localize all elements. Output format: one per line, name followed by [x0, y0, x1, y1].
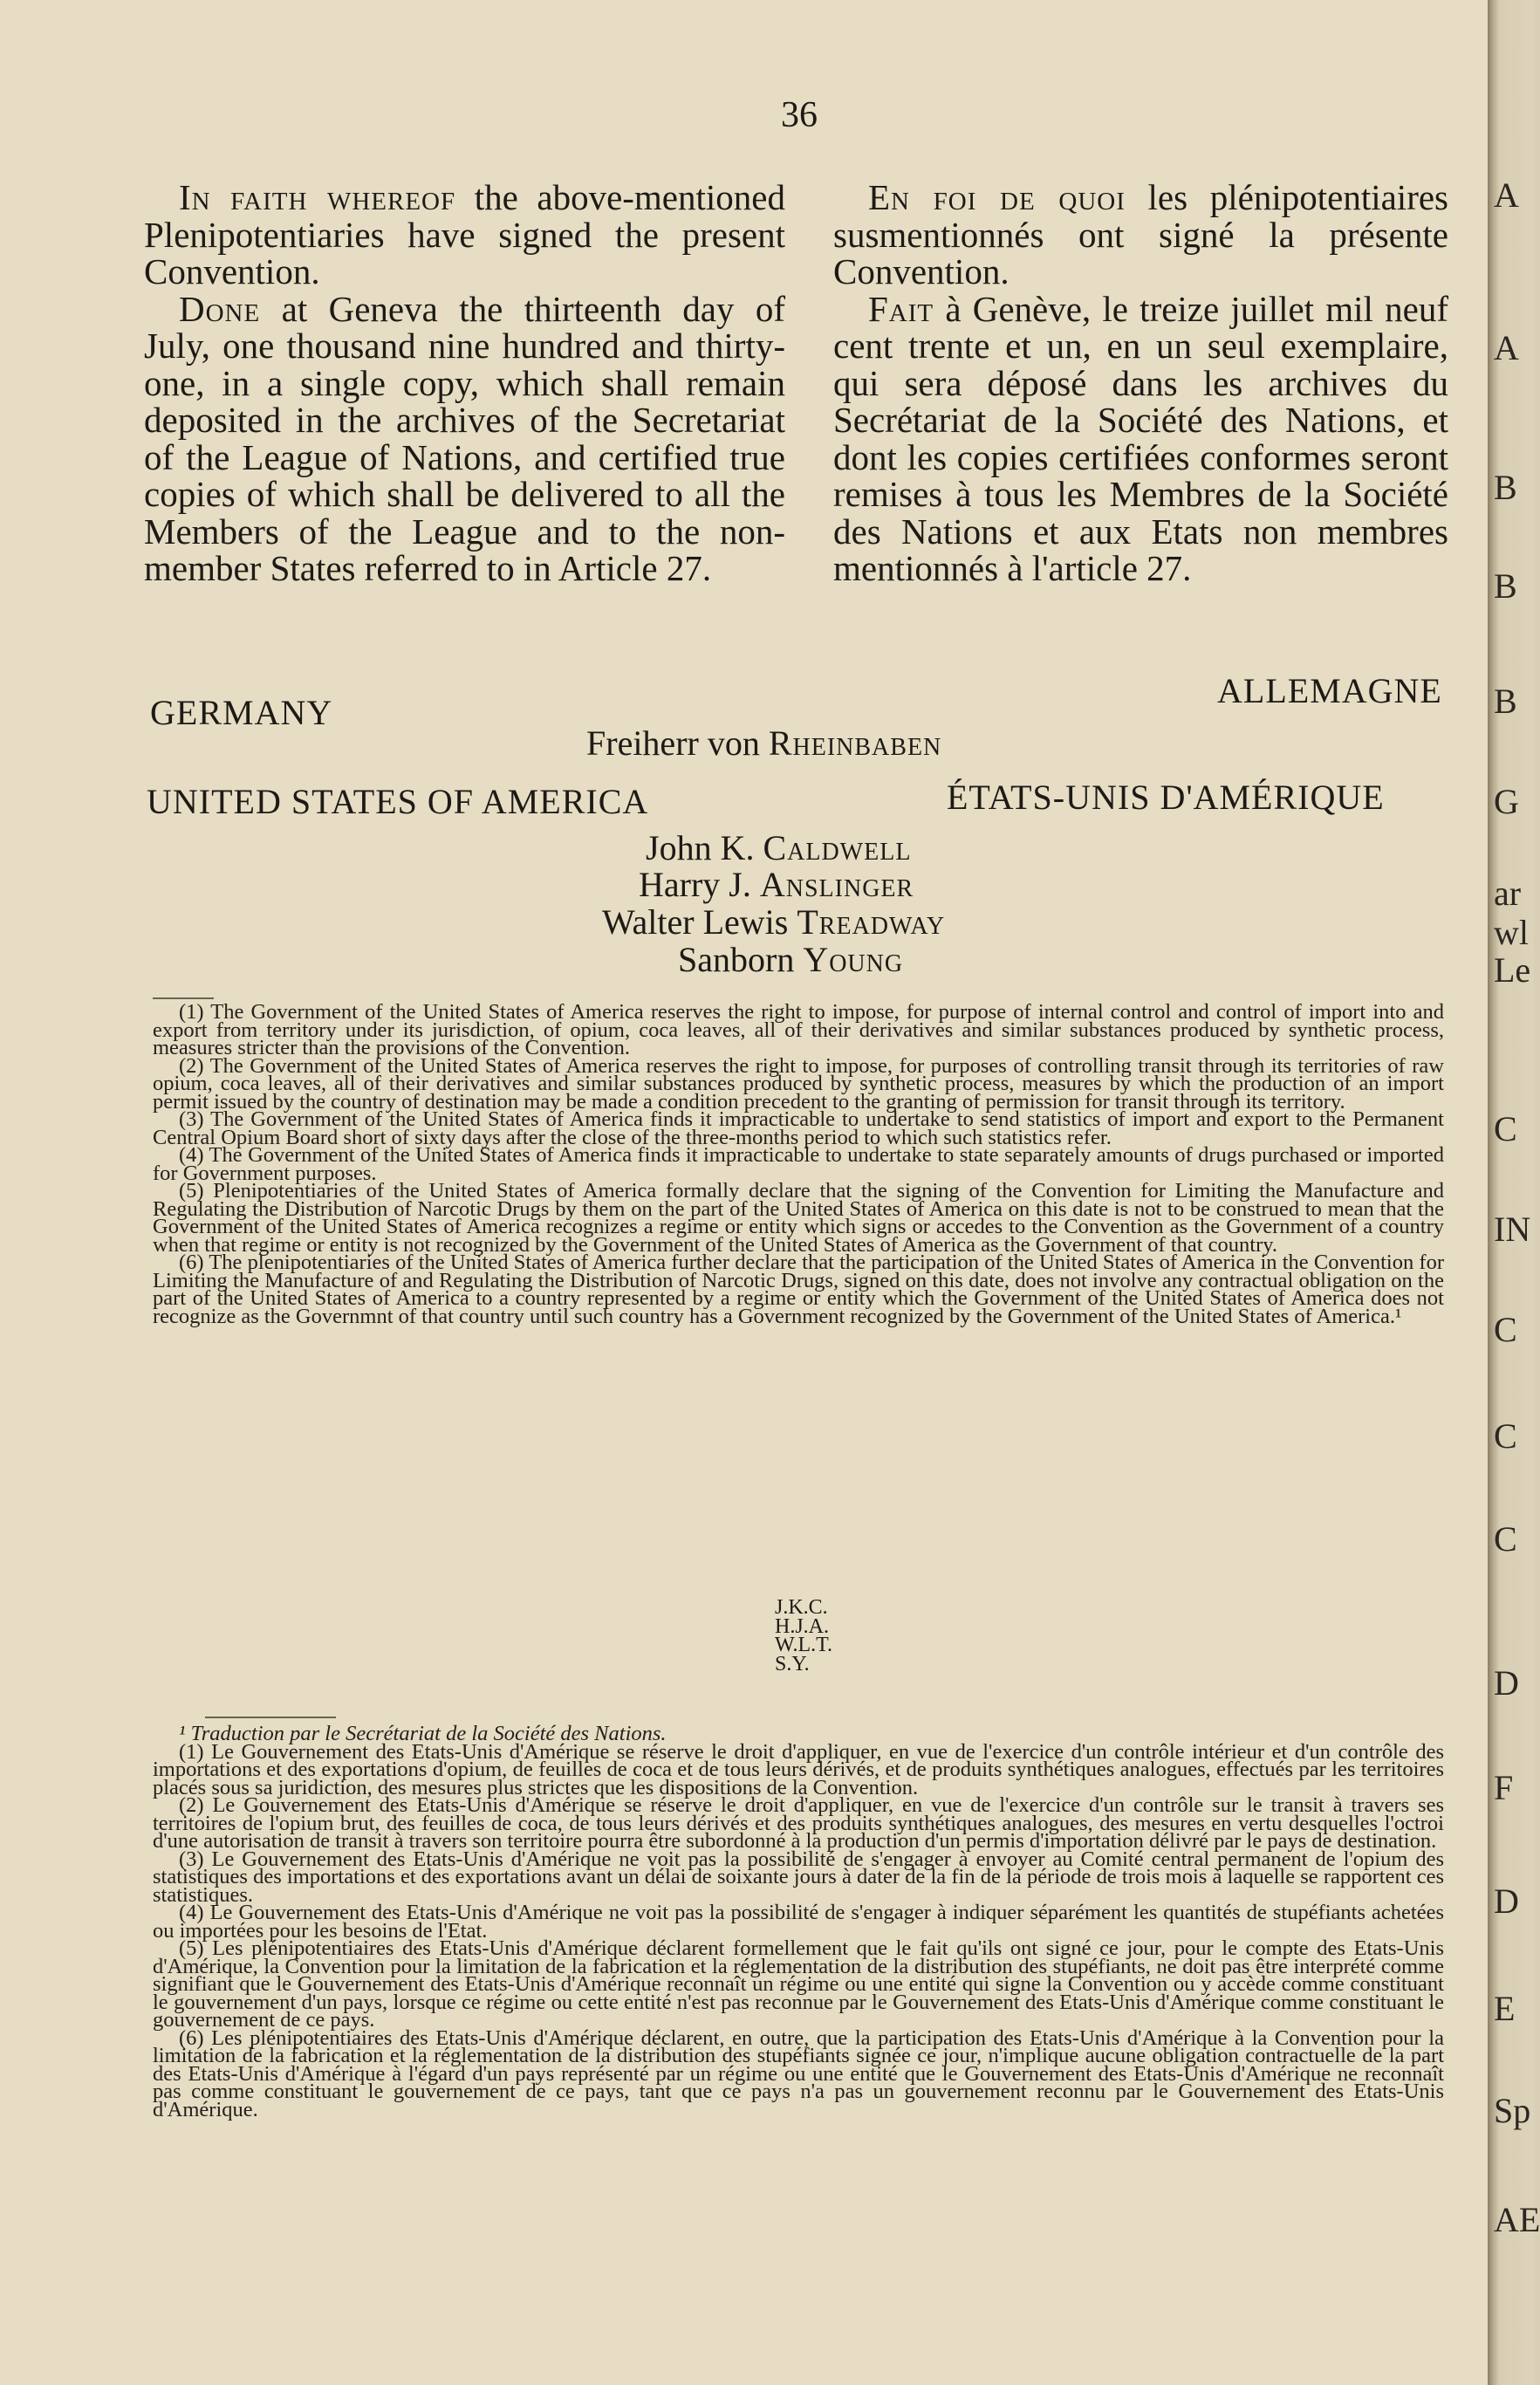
edge-letter: IN: [1494, 1210, 1531, 1249]
us-reservations-english: [153, 1000, 1444, 1328]
country-usa-en: UNITED STATES OF AMERICA: [147, 782, 649, 821]
edge-letter: Sp: [1494, 2091, 1531, 2130]
country-germany-fr: ALLEMAGNE: [1217, 671, 1442, 710]
signer-last-name: Caldwell: [763, 828, 912, 867]
edge-letter: wl: [1494, 913, 1529, 952]
reservation-en-5: (5) Plenipotentiaries of the United States of America formally declare that the signing of the Convention for Limiting the Manufacture and Regulating the Distribution of Narcotic Drugs by them on the part of the United States of America on this date is not to be construed to mean that the Government of the United States of America recognizes a regime or entity which signs or accedes to the Convention as the Government of a country when that regime or entity is not recognized by the Government of the United States of America as the Government of that country.: [153, 1179, 1444, 1257]
edge-letter: C: [1494, 1416, 1517, 1456]
edge-letter: C: [1494, 1109, 1517, 1148]
reservation-fr-3: (3) Le Gouvernement des Etats-Unis d'Amérique ne voit pas la possibilité de s'engager à envoyer au Comité central permanent de l'opium des statistiques des importations et des exportations avant un délai de soixante jours à dater de la fin de la période de trois mois à laquelle se rapportent ces statistiques.: [153, 1847, 1444, 1907]
reservation-fr-1: (1) Le Gouvernement des Etats-Unis d'Amérique se réserve le droit d'appliquer, en vue de l'exercice d'un contrôle intérieur et d'un contrôle des importations et des exportations d'opium, de feuilles de coca et de tous leurs dérivés, et de produits synthétiques analogues, effectués par les territoires placés sous sa juridiction, des mesures plus strictes que les dispositions de la Convention.: [153, 1739, 1444, 1799]
english-lead-1: In faith whereof: [179, 177, 456, 217]
signer-usa-1: [646, 827, 911, 868]
edge-letter: E: [1494, 1989, 1516, 2028]
initial-wlt: W.L.T.: [775, 1634, 832, 1656]
signer-first-name: Sanborn: [678, 940, 804, 979]
french-text-1: les plénipotentiaires susmentionnés ont signé la présente Convention.: [833, 177, 1449, 291]
french-text-2: à Genève, le treize juillet mil neuf cent trente et un, en un seul exemplaire, qui sera déposé dans les archives du Secrétariat de la Société des Nations, et dont les copies certifiées conformes seront remises à tous les Membres de la Société des Nations et aux Etats non membres mentionnés à l'article 27.: [833, 288, 1448, 588]
initial-jkc: J.K.C.: [775, 1596, 828, 1619]
signer-last-name: Young: [803, 940, 904, 979]
english-text-2: at Geneva the thirteenth day of July, one thousand nine hundred and thirty-one, in a single copy, which shall remain deposited in the archives of the Secretariat of the League of Nations, and certified true copies of which shall be delivered to all the Members of the League and to the non-member States referred to in Article 27.: [144, 288, 785, 588]
signer-usa-3: [602, 901, 945, 942]
french-lead-2: Fait: [868, 288, 934, 329]
reservation-fr-4: (4) Le Gouvernement des Etats-Unis d'Amérique ne voit pas la possibilité de s'engager à indiquer séparément les quantités de stupéfiants achetées ou importées pour les besoins de l'Etat.: [153, 1901, 1444, 1943]
edge-letter: A: [1494, 328, 1519, 367]
english-text-1: the above-mentioned Plenipotentiaries have signed the present Convention.: [144, 177, 785, 291]
edge-letter: D: [1494, 1663, 1519, 1703]
initials-block: [775, 1596, 832, 1676]
country-usa-fr: ÉTATS-UNIS D'AMÉRIQUE: [947, 778, 1385, 817]
initial-hja: H.J.A.: [775, 1614, 830, 1638]
signer-first-name: John K.: [646, 828, 763, 867]
french-paragraph-2: [833, 288, 1448, 588]
signer-first-name: Harry J.: [639, 865, 760, 904]
french-paragraph-1: [833, 179, 1448, 291]
edge-letter: Le: [1494, 950, 1531, 990]
reservations-rule: [153, 997, 214, 999]
signer-first-name: Walter Lewis: [602, 902, 797, 942]
initial-sy: S.Y.: [775, 1652, 810, 1676]
edge-letter: C: [1494, 1519, 1517, 1559]
translation-note: ¹ Traduction par le Secrétariat de la Société des Nations.: [179, 1722, 667, 1745]
edge-letter: G: [1494, 782, 1519, 821]
country-germany-en: GERMANY: [150, 693, 333, 732]
english-testimonium: [144, 179, 785, 587]
edge-letter: B: [1494, 682, 1517, 721]
reservation-en-2: (2) The Government of the United States of America reserves the right to impose, for purposes of controlling transit through its territories of raw opium, coca leaves, all of their derivatives and similar substances produced by synthetic process, measures by which the production of an import permit issued by the country of destination may be made a condition precedent to the granting of permission for transit through its territory.: [153, 1053, 1444, 1114]
signer-usa-4: [678, 939, 903, 980]
edge-letter: B: [1494, 566, 1517, 606]
reservation-en-6: (6) The plenipotentiaries of the United States of America further declare that the participation of the United States of America in the Convention for Limiting the Manufacture of and Regulating the Distribution of Narcotic Drugs, signed on this date, does not involve any contractual obligation on the part of the United States of America to a country represented by a regime or entity which the Government of the United States of America does not recognize as the Governmnt of that country until such country has a Government recognized by the Government of the United States of America.¹: [153, 1251, 1444, 1328]
signer-last-name: Anslinger: [759, 865, 914, 904]
french-lead-1: En foi de quoi: [868, 177, 1126, 217]
page-number: 36: [781, 95, 818, 135]
signer-germany-name: Rheinbaben: [768, 723, 942, 763]
english-paragraph-2: [144, 288, 785, 588]
signer-germany: [586, 723, 941, 764]
french-testimonium: [833, 179, 1448, 587]
edge-letter: A: [1494, 175, 1519, 215]
edge-letter: B: [1494, 468, 1517, 507]
english-paragraph-1: [144, 179, 785, 291]
us-reservations-french: [153, 1722, 1444, 2121]
english-lead-2: Done: [179, 288, 261, 329]
reservation-en-1: (1) The Government of the United States of America reserves the right to impose, for purpose of internal control and control of import into and export from territory under its jurisdiction, of opium, coca leaves, all of their derivatives and similar substances produced by synthetic process, measures stricter than the provisions of the Convention.: [153, 1000, 1444, 1059]
reservation-fr-6: (6) Les plénipotentiaires des Etats-Unis d'Amérique déclarent, en outre, que la participation des Etats-Unis d'Amérique à la Convention pour la limitation de la fabrication et la réglementation de la distribution des stupéfiants signée ce jour, n'implique aucune obligation contractuelle de la part des Etats-Unis d'Amérique à l'égard d'un pays représenté par un régime ou une entité que le Gouvernement des Etats-Unis d'Amérique ne reconnaît pas comme constituant le gouvernement de ce pays, tant que ce pays n'a pas un gouvernement reconnu par le Gouvernement des Etats-Unis d'Amérique.: [153, 2025, 1444, 2121]
reservation-fr-5: (5) Les plénipotentiaires des Etats-Unis d'Amérique déclarent formellement que le fait qu'ils ont signé ce jour, pour le compte des Etats-Unis d'Amérique, la Convention pour la limitation de la fabrication et la réglementation de la distribution des stupéfiants, ne doit pas être interprété comme signifiant que le Gouvernement des Etats-Unis d'Amérique reconnaît un régime ou une entité qui signe la Convention ou y accède comme constituant le gouvernement d'un pays, lorsque ce régime ou cette entité n'est pas reconnue par le Gouvernement des Etats-Unis d'Amérique comme constituant le gouvernement de ce pays.: [153, 1936, 1444, 2032]
signer-germany-prefix: Freiherr von: [586, 723, 769, 763]
translation-rule: [205, 1717, 336, 1718]
reservation-en-4: (4) The Government of the United States of America finds it impracticable to undertake to state separately amounts of drugs purchased or imported for Government purposes.: [153, 1143, 1444, 1185]
edge-letter: F: [1494, 1768, 1514, 1807]
reservation-en-3: (3) The Government of the United States of America finds it impracticable to undertake to send statistics of import and export to the Permanent Central Opium Board short of sixty days after the close of the three-months period to which such statistics refer.: [153, 1107, 1444, 1149]
edge-letter: ar: [1494, 874, 1522, 913]
signer-last-name: Treadway: [797, 902, 946, 942]
signer-usa-2: [639, 864, 914, 905]
edge-letter: AE: [1494, 2200, 1540, 2239]
edge-letter: C: [1494, 1310, 1517, 1349]
edge-letter: D: [1494, 1881, 1519, 1921]
reservation-fr-2: (2) Le Gouvernement des Etats-Unis d'Amérique se réserve le droit d'appliquer, en vue de l'exercice d'un contrôle sur le transit à travers ses territoires de l'opium brut, des feuilles de coca, de tous leurs dérivés et des produits synthétiques analogues, des mesures en vertu desquelles l'octroi d'une autorisation de transit à travers son territoire pourra être subordonné à la production d'un permis d'importation délivré par le pays de destination.: [153, 1793, 1444, 1853]
